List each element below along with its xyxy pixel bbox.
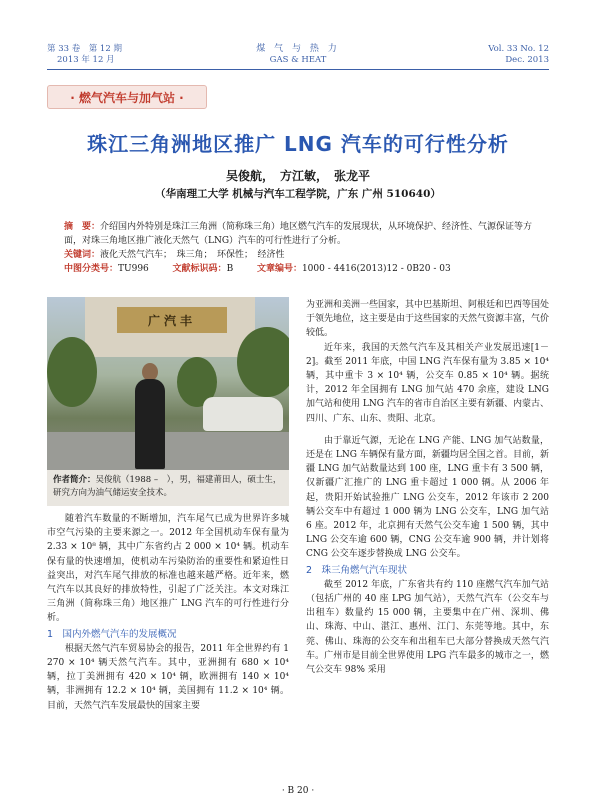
doc-code-label: 文献标识码： xyxy=(172,264,227,274)
volume-issue-text: 第 33 卷 第 12 期 xyxy=(47,44,122,54)
classification-row xyxy=(64,262,534,276)
keywords-label: 关键词： xyxy=(64,250,101,260)
abstract xyxy=(64,220,534,248)
clc-label: 中图分类号： xyxy=(64,264,119,274)
photo-tree xyxy=(47,337,97,407)
journal-volume-en xyxy=(488,44,549,66)
keywords-text: 液化天然气汽车； 珠三角； 环保性； 经济性 xyxy=(100,250,285,260)
article-title: 珠江三角洲地区推广 LNG 汽车的可行性分析 xyxy=(87,132,509,156)
paragraph: 为亚洲和美洲一些国家，其中巴基斯坦、阿根廷和巴西等国处于领先地位，这主要是由于这些国家的天然气资源丰富，气价较低。 xyxy=(306,300,550,339)
paragraph: 随着汽车数量的不断增加，汽车尾气已成为世界许多城市空气污染的主要来源之一。2012 年全国机动车保有量为 2.33 × 10⁸ 辆，其中广东省约占 2 000 × 10⁴ 辆。机动车保有量的快速增加，使机动车污染防治的重要性和紧迫性日益突出，对汽车尾气排放的标准也越来越严格。近年来，燃气汽车以其良好的排放特性，引起了广泛关注。本文对珠江三角洲（简称珠三角）地区推广 LNG 汽车的可行性进行分析。 xyxy=(47,514,289,624)
photo-tree xyxy=(237,327,289,397)
abstract-label: 摘 要： xyxy=(64,222,101,232)
abstract-text: 介绍国内外特别是珠江三角洲（简称珠三角）地区燃气汽车的发展现状，从环境保护、经济性、气源保证等方面，对珠三角地区推广液化天然气（LNG）汽车的可行性进行了分析。 xyxy=(64,222,533,246)
article-authors: 吴俊航， 方江敏， 张龙平 xyxy=(225,169,370,183)
photo-sign: 广汽丰 xyxy=(117,307,227,333)
caption-text: 吴俊航（1988 – ），男，福建莆田人，硕士生，研究方向为油气储运安全技术。 xyxy=(53,475,282,498)
photo-person xyxy=(135,379,165,469)
journal-name-en: GAS & HEAT xyxy=(269,55,327,65)
article-no-label: 文章编号： xyxy=(256,264,302,274)
paragraph: 由于靠近气源，无论在 LNG 产能、LNG 加气站数量，还是在 LNG 车辆保有量方面，新疆均居全国之首。目前，新疆 LNG 加气站数量达到 100 座，LNG 重卡有 3 500 辆，仅新疆广汇推广的 LNG 重卡超过 1 000 辆。从 2006 年起，贵阳开始试验推广 LNG 公交车，2012 年该市 2 200 辆公交车中有超过 1 000 辆为 LNG 公交车，LNG 加气站 6 座。2012 年，北京拥有天然气公交车逾 1 500 辆，其中 LNG 公交车逾 600 辆，CNG 公交车逾 900 辆，并计划将 CNG 公交车逐步替换成 LNG 公交车。 xyxy=(306,435,549,560)
caption-label: 作者简介： xyxy=(53,475,96,485)
author-photo xyxy=(47,297,289,470)
paragraph: 根据天然气汽车贸易协会的报告，2011 年全世界约有 1 270 × 10⁴ 辆天然气汽车。其中，亚洲拥有 680 × 10⁴ 辆，拉丁美洲拥有 420 × 10⁴ 辆，欧洲拥有 140 × 10⁴ 辆，非洲拥有 12.2 × 10⁴ 辆，美国拥有 11.2 × 10⁴ 辆。目前，天然气汽车发展最快的国家主要 xyxy=(47,643,289,711)
section-heading-1: 1 国内外燃气汽车的发展概况 xyxy=(47,628,177,640)
left-column xyxy=(47,512,289,713)
photo-road xyxy=(47,432,289,470)
article-no-value: 1000 - 4416(2013)12 - 0B20 - 03 xyxy=(301,264,451,274)
header-rule xyxy=(47,69,549,70)
keywords xyxy=(64,248,534,262)
date-cn-text: 2013 年 12 月 xyxy=(57,55,115,65)
volume-en-text: Vol. 33 No. 12 xyxy=(488,44,549,54)
article-affiliation: （华南理工大学 机械与汽车工程学院，广东 广州 510640） xyxy=(155,188,441,200)
doc-code-value: B xyxy=(226,264,234,274)
section-heading-2: 2 珠三角燃气汽车现状 xyxy=(306,564,408,576)
paragraph: 截至 2012 年底，广东省共有约 110 座燃气汽车加气站（包括广州的 40 座 LPG 加气站），天然气汽车（公交车与出租车）数量约 15 000 辆，主要集中在广州、深圳、佛山、珠海、中山、湛江、惠州、江门、东莞等地。其中，东莞、佛山、珠海的公交车和出租车已大部分替换成天然气汽车。广州市是目前全世界使用 LPG 汽车最多的城市之一，燃气公交车 98% 采用 xyxy=(306,579,549,676)
right-column xyxy=(306,298,549,677)
date-en-text: Dec. 2013 xyxy=(505,55,549,65)
section-tag: · 燃气汽车与加气站 · xyxy=(47,85,207,109)
paragraph: 近年来，我国的天然气汽车及其相关产业发展迅速[1－2]。截至 2011 年底，中国 LNG 汽车保有量为 3.85 × 10⁴ 辆，其中重卡 3 × 10⁴ 辆，公交车 0.85 × 10⁴ 辆。据统计，2012 年全国拥有 LNG 加气站 470 余座，建设 LNG 加气站和使用 LNG 汽车的省市自治区主要有新疆、内蒙古、四川、广东、山东、贵阳、北京。 xyxy=(306,342,549,424)
abstract-block xyxy=(64,220,534,276)
author-caption xyxy=(47,470,289,506)
journal-name-cn: 煤 气 与 热 力 xyxy=(256,44,340,54)
page-number: · B 20 · xyxy=(281,786,315,796)
clc-value: TU996 xyxy=(118,264,149,274)
photo-car xyxy=(203,397,283,431)
